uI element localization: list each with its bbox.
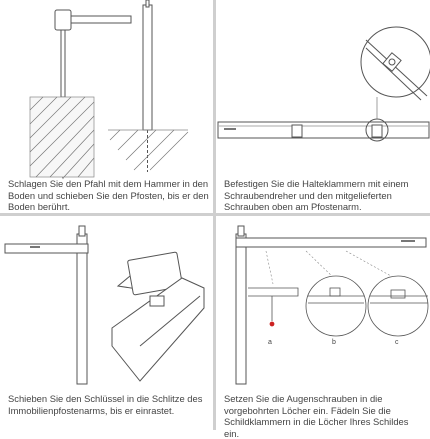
hammer-icon [55, 10, 131, 30]
key-icon [112, 252, 204, 381]
step-3-caption: Schieben Sie den Schlüssel in die Schlitze des Immobilienpfostenarms, bis er einrastet. [8, 393, 203, 416]
label-a: a [268, 339, 272, 346]
magnifier-circle [361, 27, 430, 100]
panel-step-1 [0, 0, 213, 213]
panel-step-4 [216, 216, 429, 439]
detail-c-icon [368, 276, 428, 336]
post-arm-icon [218, 122, 429, 138]
step-1-caption: Schlagen Sie den Pfahl mit dem Hammer in den Boden und schieben Sie den Pfosten, bis er den Boden berührt. [8, 178, 209, 213]
detail-a-icon [248, 288, 298, 326]
step-2-caption: Befestigen Sie die Halteklammern mit einem Schraubendreher und den mitgelieferten Schrauben oben am Pfostenarm. [224, 178, 409, 213]
label-b: b [332, 339, 336, 346]
panel-step-2 [216, 0, 429, 213]
panel-step-3 [0, 216, 213, 429]
post-icon [143, 0, 152, 172]
post-with-arm-icon [5, 226, 88, 384]
label-c: c [395, 339, 399, 346]
detail-b-icon [306, 276, 366, 336]
ground-icon [30, 97, 94, 177]
step-4-caption: Setzen Sie die Augenschrauben in die vorgebohrten Löcher ein. Fädeln Sie die Schildklammern in die Löcher Ihres Schildes ein. [224, 393, 409, 439]
